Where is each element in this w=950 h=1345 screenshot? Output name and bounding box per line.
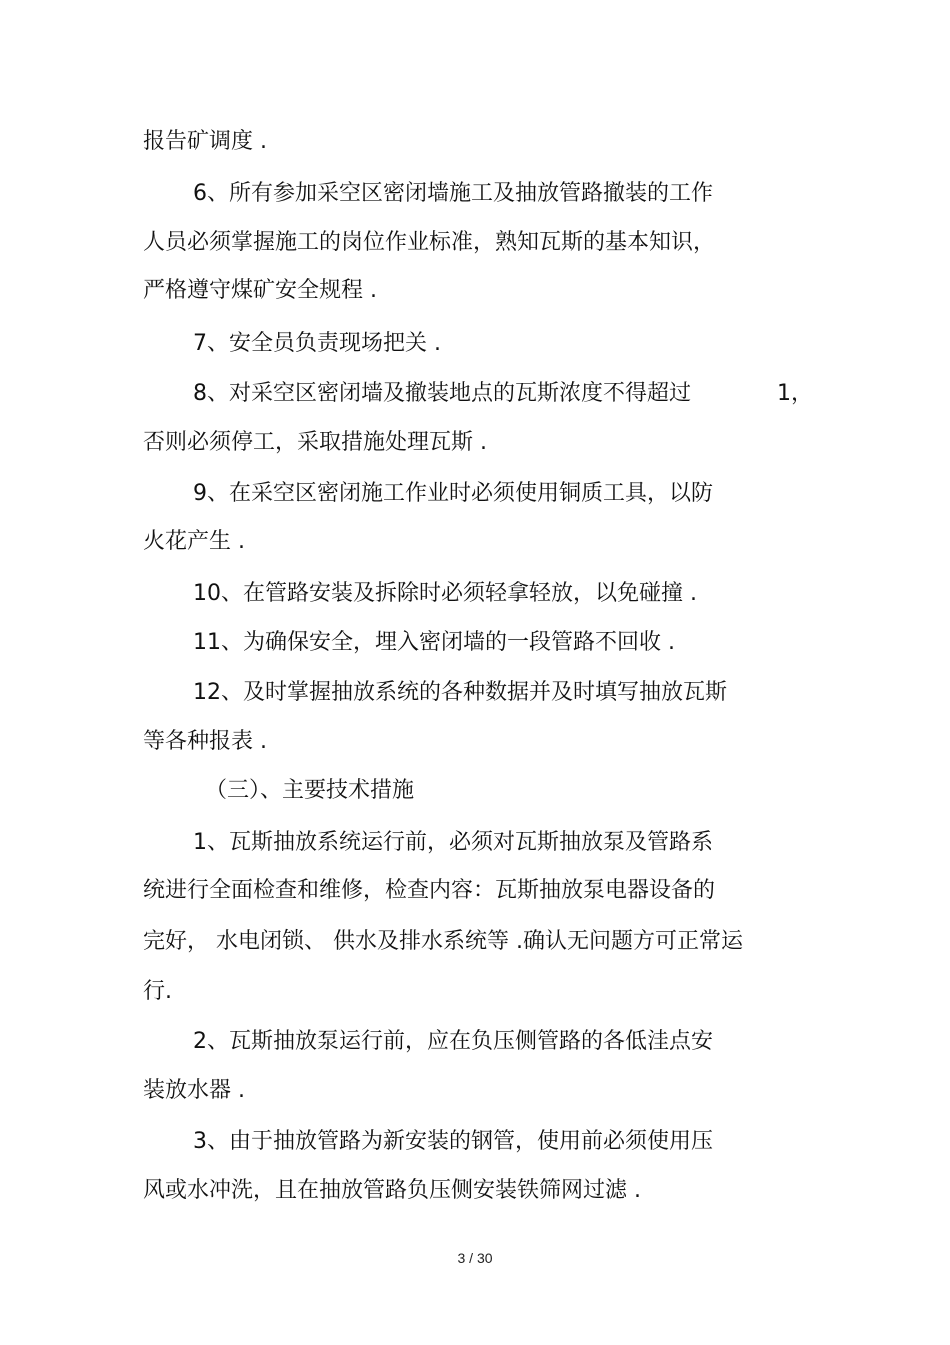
text-line: 等各种报表 .: [143, 729, 267, 754]
text-line: 3、由于抽放管路为新安装的钢管，使用前必须使用压: [193, 1129, 713, 1154]
text-line: 报告矿调度 .: [143, 129, 267, 154]
text-line: 严格遵守煤矿安全规程 .: [143, 278, 377, 303]
text-line: 11、为确保安全，埋入密闭墙的一段管路不回收 .: [193, 630, 675, 655]
text-line: 2、瓦斯抽放泵运行前，应在负压侧管路的各低洼点安: [193, 1029, 713, 1054]
text-line: 8、对采空区密闭墙及撤装地点的瓦斯浓度不得超过: [193, 381, 691, 406]
section-heading: （三）、主要技术措施: [205, 778, 415, 803]
text-line: 1、瓦斯抽放系统运行前，必须对瓦斯抽放泵及管路系: [193, 830, 713, 855]
text-line: 9、在采空区密闭施工作业时必须使用铜质工具，以防: [193, 481, 713, 506]
text-line: 装放水器 .: [143, 1078, 245, 1103]
text-line: 否则必须停工，采取措施处理瓦斯 .: [143, 430, 487, 455]
text-line: 12、及时掌握抽放系统的各种数据并及时填写抽放瓦斯: [193, 680, 727, 705]
page-number: 3 / 30: [457, 1250, 493, 1266]
text-line: 7、安全员负责现场把关 .: [193, 331, 441, 356]
text-line: 行.: [143, 979, 172, 1004]
text-line: 人员必须掌握施工的岗位作业标准，熟知瓦斯的基本知识，: [143, 230, 716, 255]
text-line: 完好， 水电闭锁、 供水及排水系统等 .确认无问题方可正常运: [143, 929, 743, 954]
text-line: 火花产生 .: [143, 529, 245, 554]
text-line: 统进行全面检查和维修，检查内容：瓦斯抽放泵电器设备的: [143, 878, 716, 903]
text-line: 风或水冲洗，且在抽放管路负压侧安装铁筛网过滤 .: [143, 1178, 641, 1203]
text-line: 6、所有参加采空区密闭墙施工及抽放管路撤装的工作: [193, 181, 713, 206]
text-line: 10、在管路安装及拆除时必须轻拿轻放，以免碰撞 .: [193, 581, 697, 606]
text-line: 1，: [777, 381, 813, 406]
